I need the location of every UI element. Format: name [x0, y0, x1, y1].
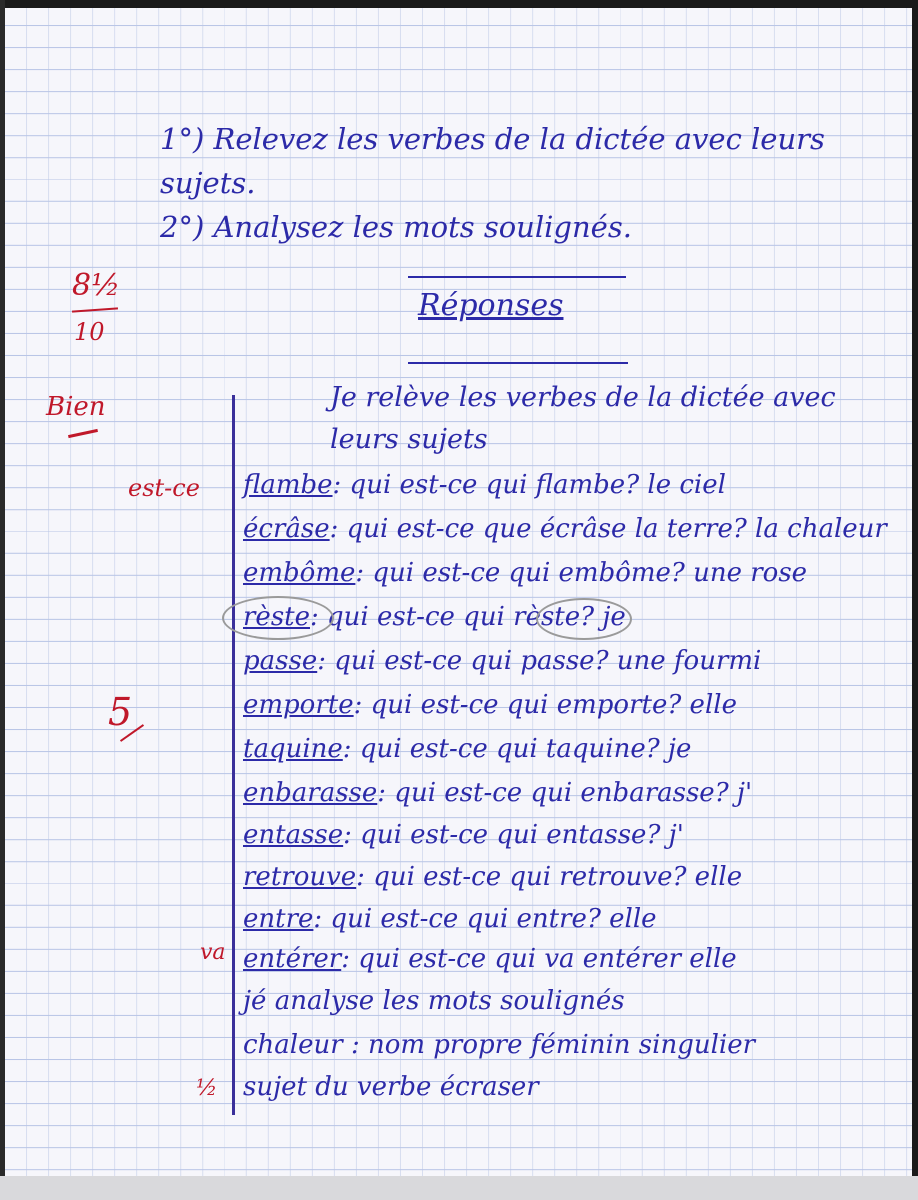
scan-top-edge	[0, 0, 918, 8]
analysis-line-1: chaleur : nom propre féminin singulier	[243, 1030, 756, 1060]
grade-out-of: 10	[74, 318, 105, 346]
verb-word: entérer	[243, 944, 342, 974]
scan-bottom-edge	[0, 1176, 918, 1200]
comment-underline	[68, 429, 98, 438]
verb-question: : qui est-ce qui taquine? je	[342, 734, 692, 764]
verb-word: entasse	[243, 820, 344, 850]
verb-question: : qui est-ce qui va entérer elle	[341, 944, 737, 974]
verb-word: retrouve	[243, 862, 357, 892]
verb-question: : qui est-ce qui enbarasse? j'	[377, 778, 753, 808]
verb-question: : qui est-ce qui retrouve? elle	[356, 862, 743, 892]
verb-line	[243, 862, 742, 892]
verb-line	[243, 820, 684, 850]
verb-question: : qui est-ce que écrâse la terre? la chaleur	[329, 514, 887, 544]
verb-word: flambe	[243, 470, 333, 500]
analysis-line-2: sujet du verbe écraser	[243, 1072, 539, 1102]
verb-line	[243, 514, 887, 544]
verb-word: emporte	[243, 690, 354, 720]
margin-correction-va: va	[200, 940, 226, 965]
verb-question: : qui est-ce qui flambe? le ciel	[332, 470, 726, 500]
grade-score: 8½	[72, 268, 121, 303]
verb-word: embôme	[243, 558, 356, 588]
verb-word: entre	[243, 904, 314, 934]
verb-line	[243, 904, 657, 934]
verb-question: : qui est-ce qui embôme? une rose	[355, 558, 808, 588]
verb-question: : qui est-ce qui passe? une fourmi	[317, 646, 762, 676]
title-rule-bottom	[408, 362, 628, 364]
margin-score-five: 5	[108, 690, 133, 734]
verb-line	[243, 558, 807, 588]
verb-word: rèste	[243, 602, 310, 632]
intro-line-2: leurs sujets	[330, 424, 488, 455]
question-2: 2°) Analysez les mots soulignés.	[160, 210, 632, 244]
verb-word: écrâse	[243, 514, 330, 544]
verb-line	[243, 690, 737, 720]
verb-question: : qui est-ce qui entre? elle	[313, 904, 657, 934]
verb-question: : qui est-ce qui rèste? je	[310, 602, 626, 632]
verb-word: enbarasse	[243, 778, 378, 808]
verb-line	[243, 778, 752, 808]
verb-line	[243, 944, 737, 974]
verb-word: passe	[243, 646, 318, 676]
margin-line	[232, 395, 235, 1115]
verb-question: : qui est-ce qui entasse? j'	[343, 820, 684, 850]
verb-question: : qui est-ce qui emporte? elle	[353, 690, 737, 720]
question-1-line-1: 1°) Relevez les verbes de la dictée avec leurs	[160, 122, 825, 156]
intro-line-1: Je relève les verbes de la dictée avec	[330, 382, 836, 413]
correction-circle	[536, 598, 632, 640]
grade-fraction-bar	[72, 307, 118, 312]
analysis-heading: jé analyse les mots soulignés	[243, 986, 625, 1016]
margin-correction-est-ce: est-ce	[128, 474, 200, 502]
scan-right-edge	[912, 0, 918, 1200]
verb-word: taquine	[243, 734, 343, 764]
verb-line	[243, 734, 691, 764]
correction-circle	[222, 596, 334, 640]
verb-line	[243, 646, 761, 676]
scan-left-edge	[0, 0, 5, 1200]
teacher-comment: Bien	[46, 392, 106, 422]
verb-line	[243, 470, 726, 500]
title-rule-top	[408, 276, 626, 278]
responses-title: Réponses	[418, 288, 564, 323]
margin-score-half: ½	[196, 1076, 218, 1101]
question-1-line-2: sujets.	[160, 166, 256, 200]
